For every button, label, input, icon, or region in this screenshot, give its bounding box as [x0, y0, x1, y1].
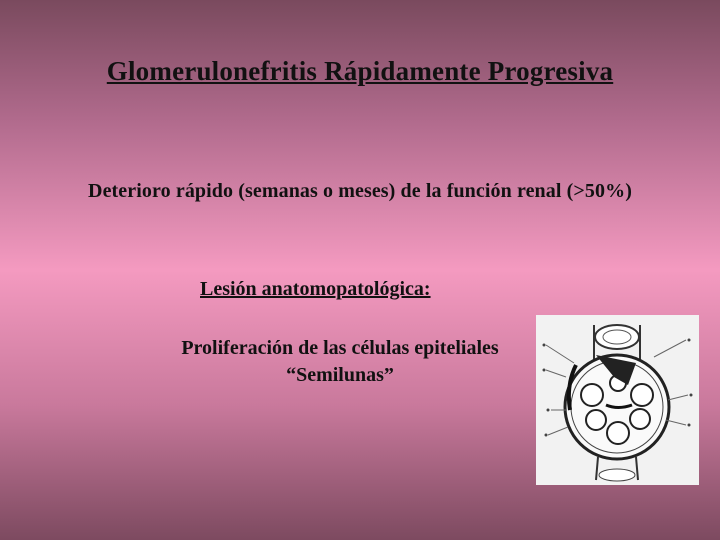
- lesion-detail-line-1: Proliferación de las células epiteliales: [181, 337, 499, 359]
- glomerulus-figure: [536, 315, 699, 485]
- lesion-detail: [130, 335, 550, 389]
- lesion-heading: Lesión anatomopatológica:: [200, 278, 431, 300]
- definition-text: Deterioro rápido (semanas o meses) de la función renal (>50%): [88, 180, 632, 202]
- glomerulus-diagram-icon: [536, 315, 699, 485]
- slide-title: Glomerulonefritis Rápidamente Progresiva: [106, 56, 614, 86]
- lesion-detail-line-2: “Semilunas”: [286, 364, 394, 386]
